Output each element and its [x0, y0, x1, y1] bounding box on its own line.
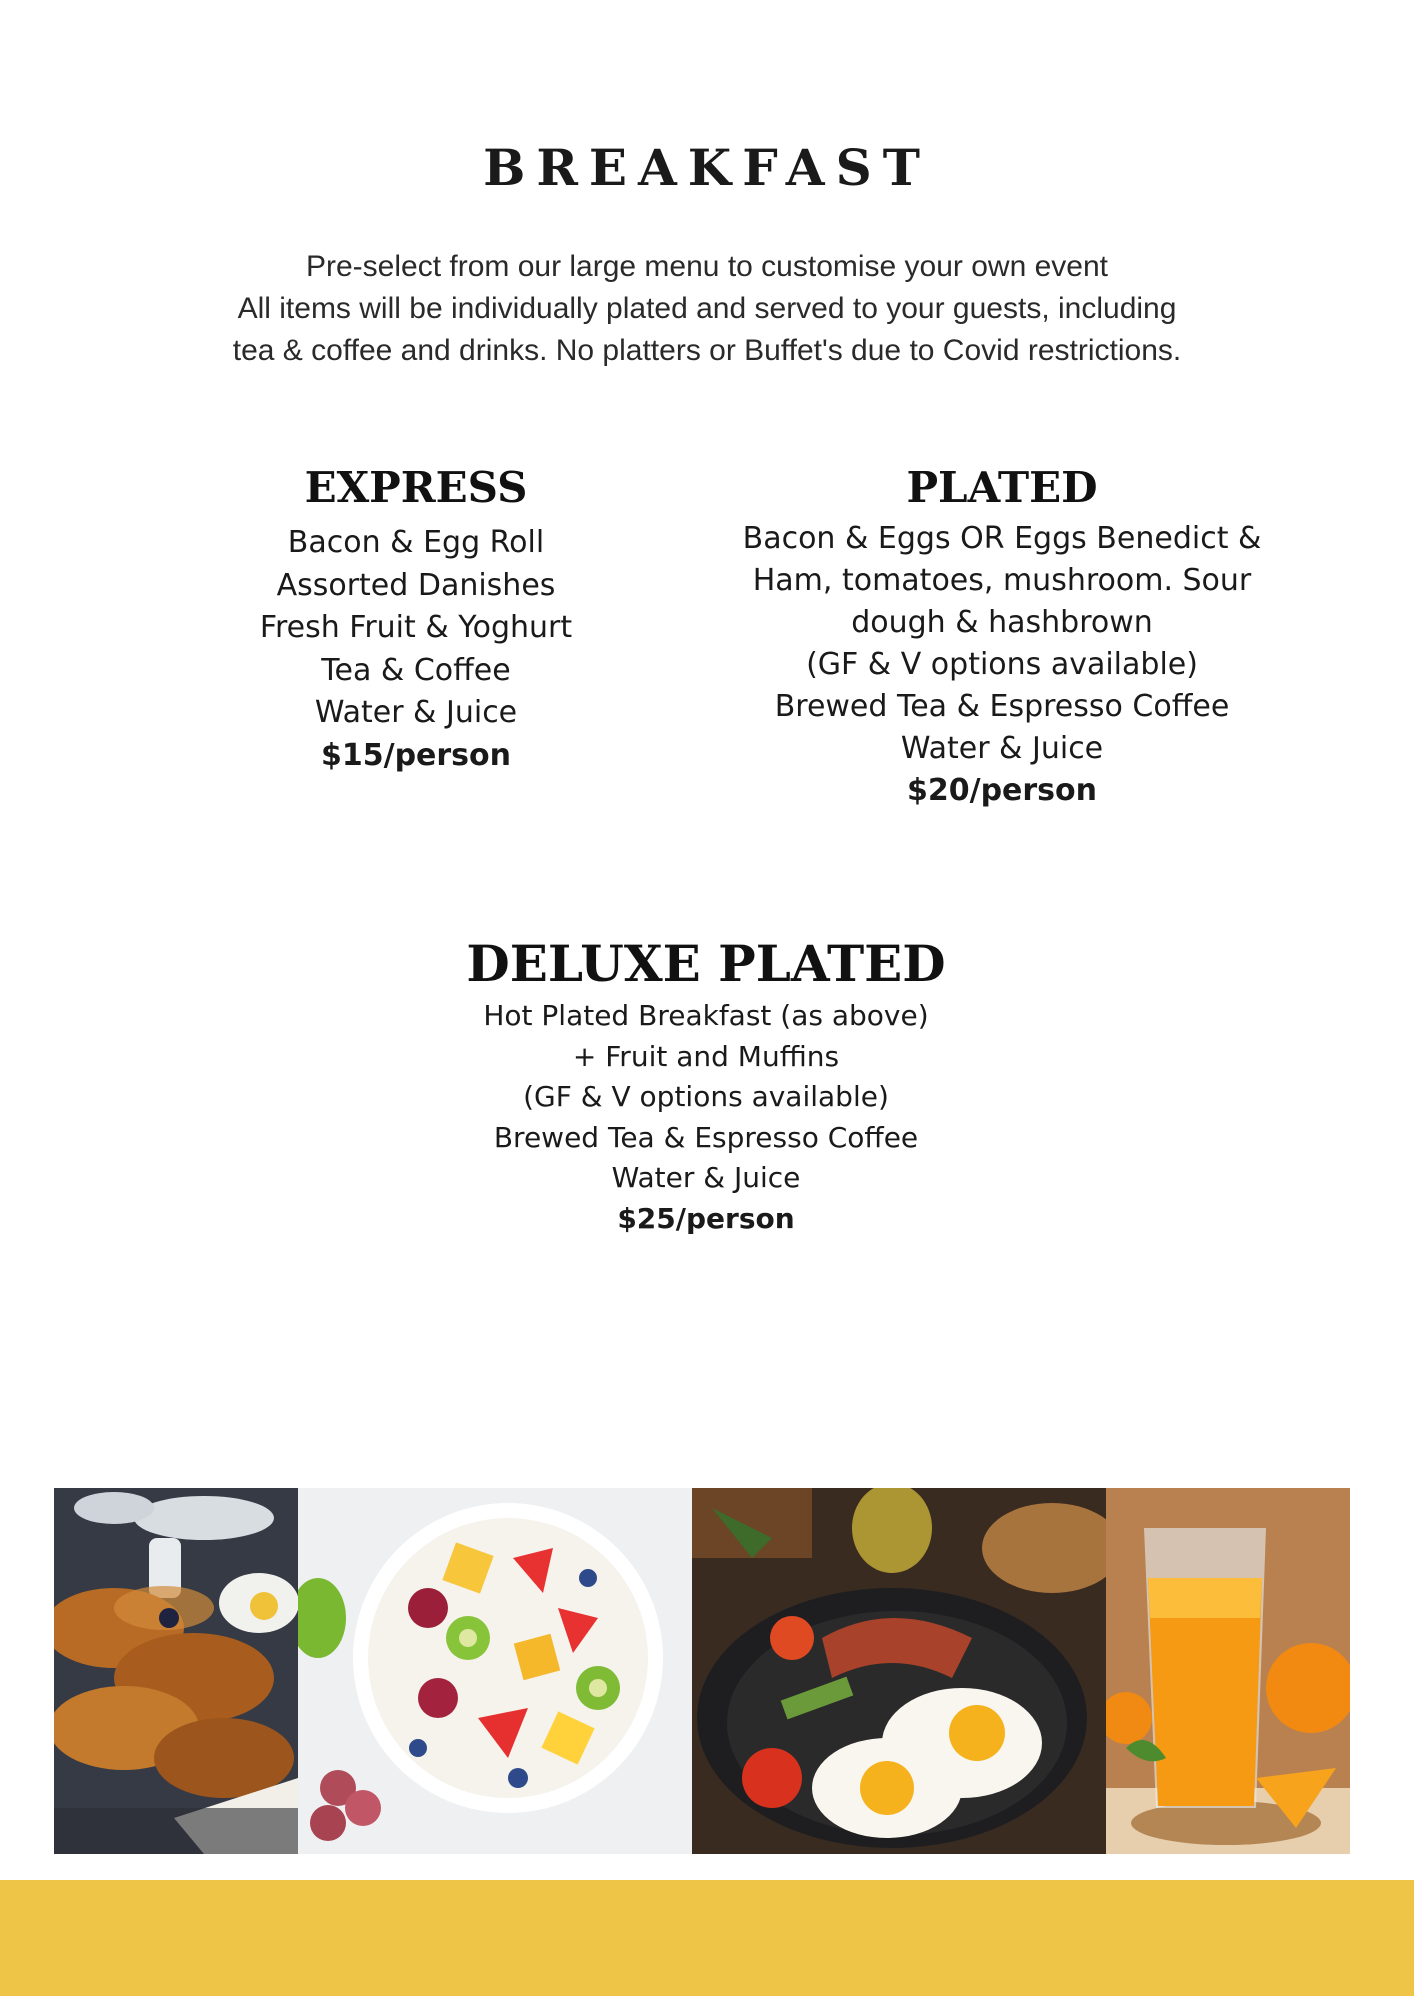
orange-juice-photo [1106, 1488, 1350, 1854]
intro-line: All items will be individually plated and served to your guests, including [237, 292, 1177, 325]
intro-line: Pre-select from our large menu to customise your own event [305, 250, 1109, 283]
menu-item: Brewed Tea & Espresso Coffee [774, 689, 1230, 724]
fried-breakfast-photo [692, 1488, 1106, 1854]
intro-line: tea & coffee and drinks. No platters or Buffet's due to Covid restrictions. [232, 334, 1182, 367]
plated-title: PLATED [906, 463, 1098, 512]
plated-menu-section [700, 460, 1304, 812]
croissants-photo [54, 1488, 298, 1854]
menu-item: (GF & V options available) [806, 647, 1198, 682]
menu-item: Ham, tomatoes, mushroom. Sour [752, 563, 1252, 598]
menu-item: Assorted Danishes [276, 567, 556, 603]
menu-item: Bacon & Egg Roll [287, 525, 545, 560]
deluxe-title: DELUXE PLATED [466, 934, 946, 993]
footer-bar [0, 1880, 1414, 1996]
menu-item: Water & Juice [314, 695, 518, 730]
page-title: BREAKFAST [483, 138, 931, 197]
menu-item: (GF & V options available) [523, 1080, 889, 1113]
deluxe-menu-section [406, 934, 1006, 1239]
food-photo-strip [54, 1488, 1350, 1854]
plated-items [700, 518, 1304, 812]
express-menu-section [216, 460, 616, 777]
fruit-salad-photo [298, 1488, 692, 1854]
menu-item: Bacon & Eggs OR Eggs Benedict & [742, 521, 1262, 556]
deluxe-price: $25/person [617, 1201, 795, 1235]
menu-item: Water & Juice [900, 731, 1104, 766]
intro-text [150, 246, 1264, 372]
menu-item: Hot Plated Breakfast (as above) [483, 999, 929, 1032]
express-price: $15/person [320, 737, 512, 773]
menu-item: Water & Juice [611, 1161, 801, 1194]
menu-item: Fresh Fruit & Yoghurt [259, 610, 573, 645]
menu-item: dough & hashbrown [851, 605, 1153, 640]
plated-price: $20/person [906, 773, 1098, 808]
menu-item: Tea & Coffee [321, 652, 511, 688]
menu-item: + Fruit and Muffins [572, 1039, 840, 1073]
menu-item: Brewed Tea & Espresso Coffee [493, 1120, 919, 1154]
express-title: EXPRESS [304, 463, 528, 512]
deluxe-items [406, 996, 1006, 1239]
express-items [216, 522, 616, 777]
